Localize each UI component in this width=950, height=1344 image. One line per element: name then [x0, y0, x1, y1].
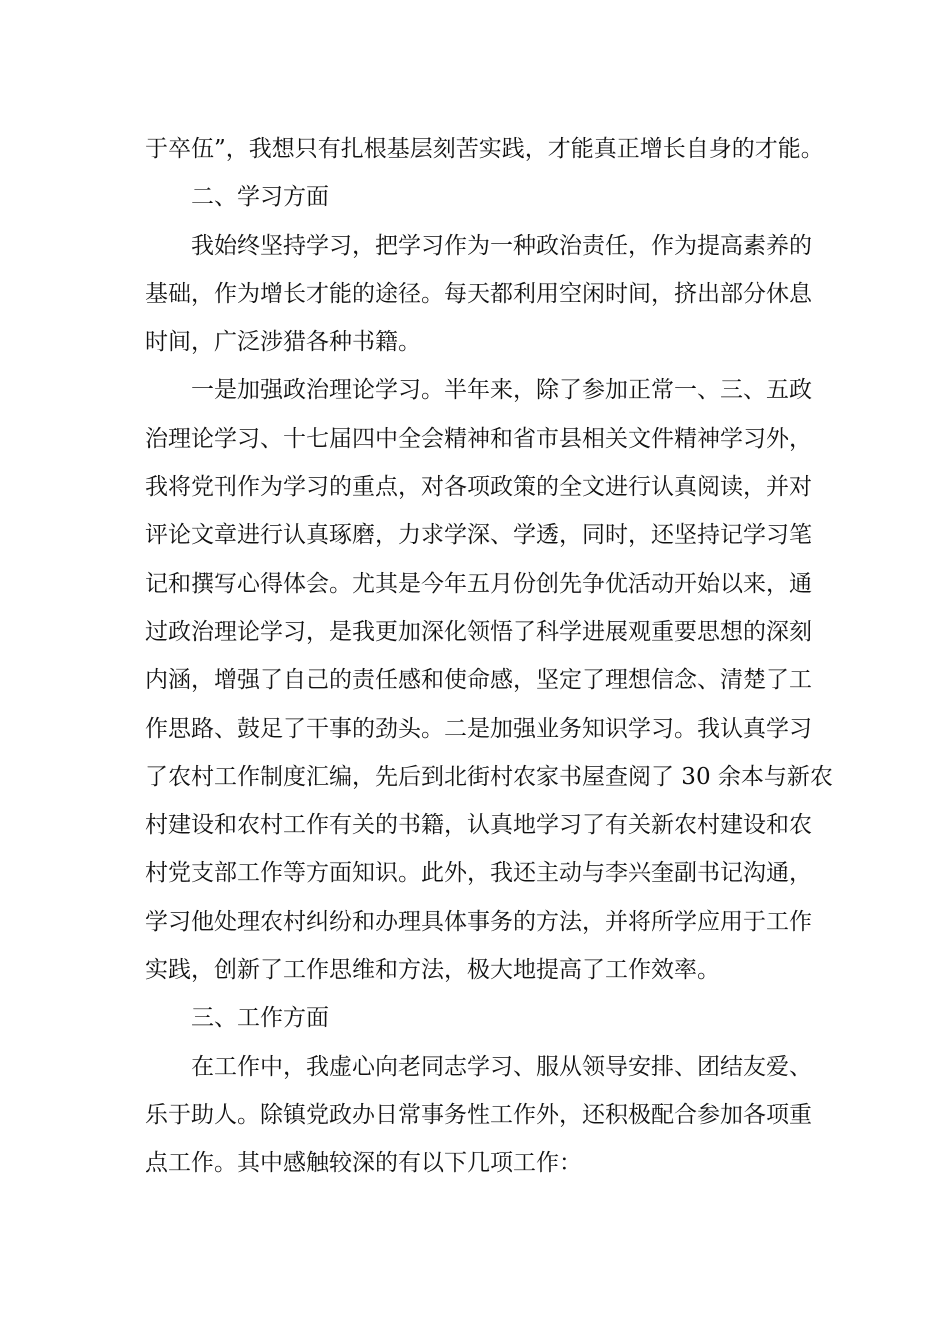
- text-line: 村建设和农村工作有关的书籍，认真地学习了有关新农村建设和农: [145, 812, 812, 839]
- text-line: 了农村工作制度汇编，先后到北街村农家书屋查阅了 30 余本与新农: [145, 763, 833, 790]
- text-line: 过政治理论学习，是我更加深化领悟了科学进展观重要思想的深刻: [145, 618, 812, 645]
- text-line: 治理论学习、十七届四中全会精神和省市县相关文件精神学习外，: [145, 425, 812, 452]
- text-line: 一是加强政治理论学习。半年来，除了参加正常一、三、五政: [191, 377, 812, 404]
- document-page: [145, 125, 833, 1188]
- text-line: 我始终坚持学习，把学习作为一种政治责任，作为提高素养的: [191, 232, 812, 259]
- text-line: 评论文章进行认真琢磨，力求学深、学透，同时，还坚持记学习笔: [145, 522, 812, 549]
- text-line: 村党支部工作等方面知识。此外，我还主动与李兴奎副书记沟通，: [145, 860, 812, 887]
- section-heading-study: 二、学习方面: [191, 184, 329, 211]
- text-line: 点工作。其中感触较深的有以下几项工作：: [145, 1150, 582, 1177]
- text-line: 在工作中，我虚心向老同志学习、服从领导安排、团结友爱、: [191, 1053, 812, 1080]
- text-line: 于卒伍”，我想只有扎根基层刻苦实践，才能真正增长自身的才能。: [145, 136, 824, 162]
- text-line: 实践，创新了工作思维和方法，极大地提高了工作效率。: [145, 957, 720, 984]
- text-line: 乐于助人。除镇党政办日常事务性工作外，还积极配合参加各项重: [145, 1101, 812, 1128]
- text-line: 学习他处理农村纠纷和办理具体事务的方法，并将所学应用于工作: [145, 908, 812, 935]
- text-line: 时间，广泛涉猎各种书籍。: [145, 329, 421, 356]
- text-line: 作思路、鼓足了干事的劲头。二是加强业务知识学习。我认真学习: [145, 715, 812, 742]
- text-line: 基础，作为增长才能的途径。每天都利用空闲时间，挤出部分休息: [145, 280, 812, 307]
- text-line: 我将党刊作为学习的重点，对各项政策的全文进行认真阅读，并对: [145, 474, 812, 501]
- text-line: 内涵，增强了自己的责任感和使命感，坚定了理想信念、清楚了工: [145, 667, 812, 694]
- text-line: 记和撰写心得体会。尤其是今年五月份创先争优活动开始以来，通: [145, 570, 812, 597]
- section-heading-work: 三、工作方面: [191, 1005, 329, 1032]
